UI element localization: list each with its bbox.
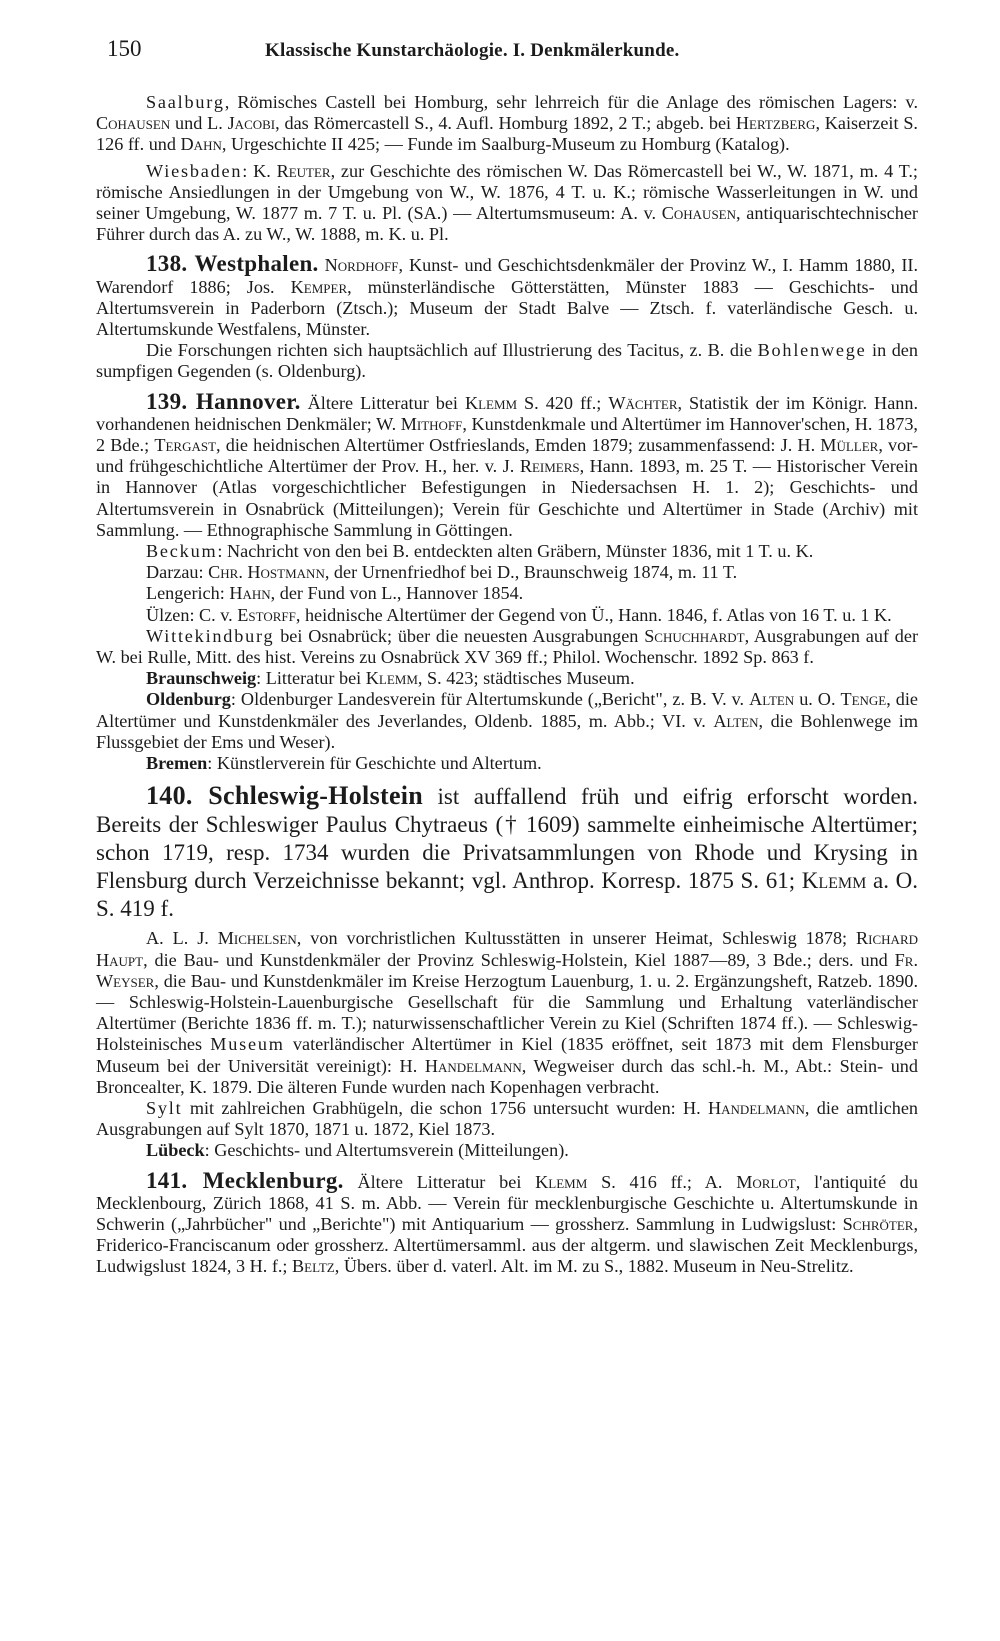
author-name: Handelmann — [708, 1097, 805, 1118]
author-name: Richard Haupt — [96, 928, 918, 970]
author-name: Handelmann — [424, 1055, 522, 1076]
author-name: Estorff — [237, 604, 296, 625]
page-body — [96, 92, 918, 1278]
author-name: Beltz — [292, 1256, 335, 1277]
place-name: Lengerich — [146, 583, 220, 604]
author-name: Reuter — [276, 160, 331, 181]
keyword: Bohlenwege — [757, 340, 867, 361]
place-name: Oldenburg — [146, 689, 231, 710]
place-name: Sylt — [146, 1097, 183, 1118]
entry-darzau: Darzau: Chr. Hostmann, der Urnenfriedhof bei D., Braunschweig 1874, m. 11 T. — [146, 562, 738, 583]
author-name: Jacobi — [227, 113, 276, 134]
page-number: 150 — [107, 36, 142, 61]
section-139: 139. Hannover. Ältere Litteratur bei Klemm S. 420 ff.; Wächter, Statistik der im Königr. Hann. vorhandenen heidnischen Denkmäler; W. Mithoff, Kunstdenkmale und Altertümer im Hannover'schen, H. 1873, 2 Bde.; Tergast, die heidnischen Altertümer Ostfrieslands, Emden 1879; zusammenfassend: J. H. Müller, vor- und frühgeschichtliche Altertümer der Prov. H., her. v. J. Reimers, Hann. 1893, m. 25 T. — Historischer Verein in Hannover (Atlas vorgeschichtlicher Befestigungen in Niedersachsen H. 1. 2); Geschichts- und Altertumsverein in Osnabrück (Mitteilungen); Verein für Geschichte und Altertümer in Stade (Archiv) mit Sammlung. — Ethnographische Sammlung in Göttingen. — [96, 388, 919, 540]
entry-sylt: Sylt mit zahlreichen Grabhügeln, die schon 1756 untersucht wurden: H. Handelmann, die amtlichen Ausgrabungen auf Sylt 1870, 1871 u. 1872, Kiel 1873. — [96, 1097, 918, 1140]
author-name: Schröter — [842, 1213, 914, 1234]
place-name: Lübeck — [146, 1140, 205, 1161]
keyword: Museum — [210, 1034, 285, 1055]
section-heading: 141. Mecklenburg. — [146, 1167, 344, 1193]
entry-luebeck: Lübeck: Geschichts- und Altertumsverein (Mitteilungen). — [146, 1140, 569, 1161]
place-name: Saalburg — [146, 92, 225, 112]
author-name: Wächter — [608, 392, 678, 413]
place-name: Wittekindburg — [146, 625, 275, 646]
entry-beckum: Beckum: Nachricht von den bei B. entdeckten alten Gräbern, Münster 1836, mit 1 T. u. K. — [146, 541, 814, 562]
entry-braunschweig: Braunschweig: Litteratur bei Klemm, S. 423; städtisches Museum. — [146, 668, 635, 689]
author-name: Nordhoff — [324, 255, 399, 276]
entry-wittekindburg: Wittekindburg bei Osnabrück; über die neuesten Ausgrabungen Schuchhardt, Ausgrabungen auf der W. bei Rulle, Mitt. des hist. Vereins zu Osnabrück XV 369 ff.; Philol. Wochenschr. 1892 Sp. 863 f. — [96, 625, 918, 668]
entry-lengerich: Lengerich: Hahn, der Fund von L., Hannover 1854. — [146, 583, 524, 604]
entry-oldenburg: Oldenburg: Oldenburger Landesverein für Altertumskunde („Bericht", z. B. V. v. Alten u. O. Tenge, die Altertümer und Kunstdenkmäler des Jeverlandes, Oldenb. 1885, m. Abb.; VI. v. Alten, die Bohlenwege im Flussgebiet der Ems und Weser). — [96, 689, 918, 752]
author-name: Klemm — [464, 392, 518, 413]
author-name: Alten — [749, 689, 795, 710]
entry-schleswig-literature: A. L. J. Michelsen, von vorchristlichen Kultusstätten in unserer Heimat, Schleswig 1878; Richard Haupt, die Bau- und Kunstdenkmäler der Provinz Schleswig-Holstein, Kiel 1887—89, 3 Bde.; ders. und Fr. Weyser, die Bau- und Kunstdenkmäler im Kreise Herzogtum Lauenburg, 1. u. 2. Ergänzungsheft, Ratzeb. 1890. — Schleswig-Holstein-Lauenburgische Gesellschaft für die Sammlung und Erhaltung vaterländischer Altertümer (Berichte 1836 ff. m. T.); naturwissenschaftlicher Verein zu Kiel (Schriften 1874 ff.). — Schleswig-Holsteinisches Museum vaterländischer Altertümer in Kiel (1835 eröffnet, seit 1873 mit dem Flensburger Museum bei der Universität vereinigt): H. Handelmann, Wegweiser durch das schl.-h. M., Abt.: Stein- und Broncealter, K. 1879. Die älteren Funde wurden nach Kopenhagen verbracht. — [96, 928, 918, 1097]
author-name: Mithoff — [400, 413, 463, 434]
place-name: Ülzen — [146, 604, 190, 625]
author-name: Klemm — [365, 668, 418, 689]
author-name: Chr. Hostmann — [208, 562, 325, 583]
running-title: Klassische Kunstarchäologie. I. Denkmälerkunde. — [265, 40, 680, 61]
place-name: Darzau — [146, 562, 199, 583]
author-name: Kemper — [290, 276, 348, 297]
author-name: Hahn — [229, 583, 271, 604]
author-name: Alten — [713, 710, 759, 731]
author-name: Dahn — [180, 134, 222, 155]
section-140: 140. Schleswig-Holstein ist auffallend früh und eifrig erforscht worden. Bereits der Schleswiger Paulus Chytraeus († 1609) sammelte einheimische Altertümer; schon 1719, resp. 1734 wurden die Privatsammlungen von Rhode und Krysing in Flensburg durch Verzeichnisse bekannt; vgl. Anthrop. Korresp. 1875 S. 61; Klemm a. O. S. 419 f. — [96, 781, 918, 922]
entry-bremen: Bremen: Künstlerverein für Geschichte und Altertum. — [146, 753, 542, 774]
entry-saalburg: Saalburg, Römisches Castell bei Homburg, sehr lehrreich für die Anlage des römischen Lagers: v. Cohausen und L. Jacobi, das Römercastell S., 4. Aufl. Homburg 1892, 2 T.; abgeb. bei Hertzberg, Kaiserzeit S. 126 ff. und Dahn, Urgeschichte II 425; — Funde im Saalburg-Museum zu Homburg (Katalog). — [96, 92, 918, 155]
author-name: Cohausen — [96, 113, 171, 134]
author-name: Schuchhardt — [644, 625, 745, 646]
section-heading: 139. Hannover. — [146, 388, 301, 414]
entry-wiesbaden: Wiesbaden: K. Reuter, zur Geschichte des römischen W. Das Römercastell bei W., W. 1871, m. 4 T.; römische Ansiedlungen in der Umgebung von W., W. 1876, 4 T. u. K.; römische Wasserleitungen in W. und seiner Umgebung, W. 1877 m. 7 T. u. Pl. (SA.) — Altertumsmuseum: A. v. Cohausen, antiquarischtechnischer Führer durch das A. zu W., W. 1888, m. K. u. Pl. — [96, 160, 918, 245]
place-name: Beckum — [146, 541, 218, 562]
section-heading: 140. Schleswig-Holstein — [146, 781, 424, 811]
place-name: Bremen — [146, 753, 208, 774]
author-name: Morlot — [736, 1171, 796, 1192]
place-name: Braunschweig — [146, 668, 257, 689]
author-name: Tenge — [840, 689, 887, 710]
page-header — [107, 36, 907, 68]
author-name: Tergast — [154, 435, 217, 456]
author-name: Cohausen — [661, 203, 737, 224]
author-name: Klemm — [535, 1171, 588, 1192]
author-name: Michelsen — [217, 928, 297, 949]
author-name: Müller — [820, 435, 879, 456]
author-name: Reimers — [519, 456, 580, 477]
author-name: Klemm — [801, 868, 867, 894]
section-heading: 138. Westphalen. — [146, 251, 319, 277]
section-138-note: Die Forschungen richten sich hauptsächlich auf Illustrierung des Tacitus, z. B. die Bohlenwege in den sumpfigen Gegenden (s. Oldenburg). — [96, 340, 918, 382]
entry-uelzen: Ülzen: C. v. Estorff, heidnische Altertümer der Gegend von Ü., Hann. 1846, f. Atlas von 16 T. u. 1 K. — [146, 604, 892, 625]
section-138: 138. Westphalen. Nordhoff, Kunst- und Geschichtsdenkmäler der Provinz W., I. Hamm 1880, II. Warendorf 1886; Jos. Kemper, münsterländische Götterstätten, Münster 1883 — Geschichts- und Altertumsverein in Paderborn (Ztsch.); Museum der Stadt Balve — Ztsch. f. vaterländische Gesch. u. Altertumskunde Westfalens, Münster. — [96, 251, 918, 340]
author-name: Hertzberg — [735, 113, 816, 134]
author-name: Fr. Weyser — [96, 949, 918, 991]
place-name: Wiesbaden — [146, 160, 243, 181]
section-141: 141. Mecklenburg. Ältere Litteratur bei Klemm S. 416 ff.; A. Morlot, l'antiquité du Mecklenbourg, Zürich 1868, 41 S. m. Abb. — Verein für mecklenburgische Geschichte u. Altertumskunde in Schwerin („Jahrbücher" und „Berichte") mit Antiquarium — grossherz. Sammlung in Ludwigslust: Schröter, Friderico-Franciscanum oder grossherz. Altertümersamml. aus der altgerm. und slawischen Zeit Mecklenburgs, Ludwigslust 1824, 3 H. f.; Beltz, Übers. über d. vaterl. Alt. im M. zu S., 1882. Museum in Neu-Strelitz. — [96, 1167, 918, 1277]
